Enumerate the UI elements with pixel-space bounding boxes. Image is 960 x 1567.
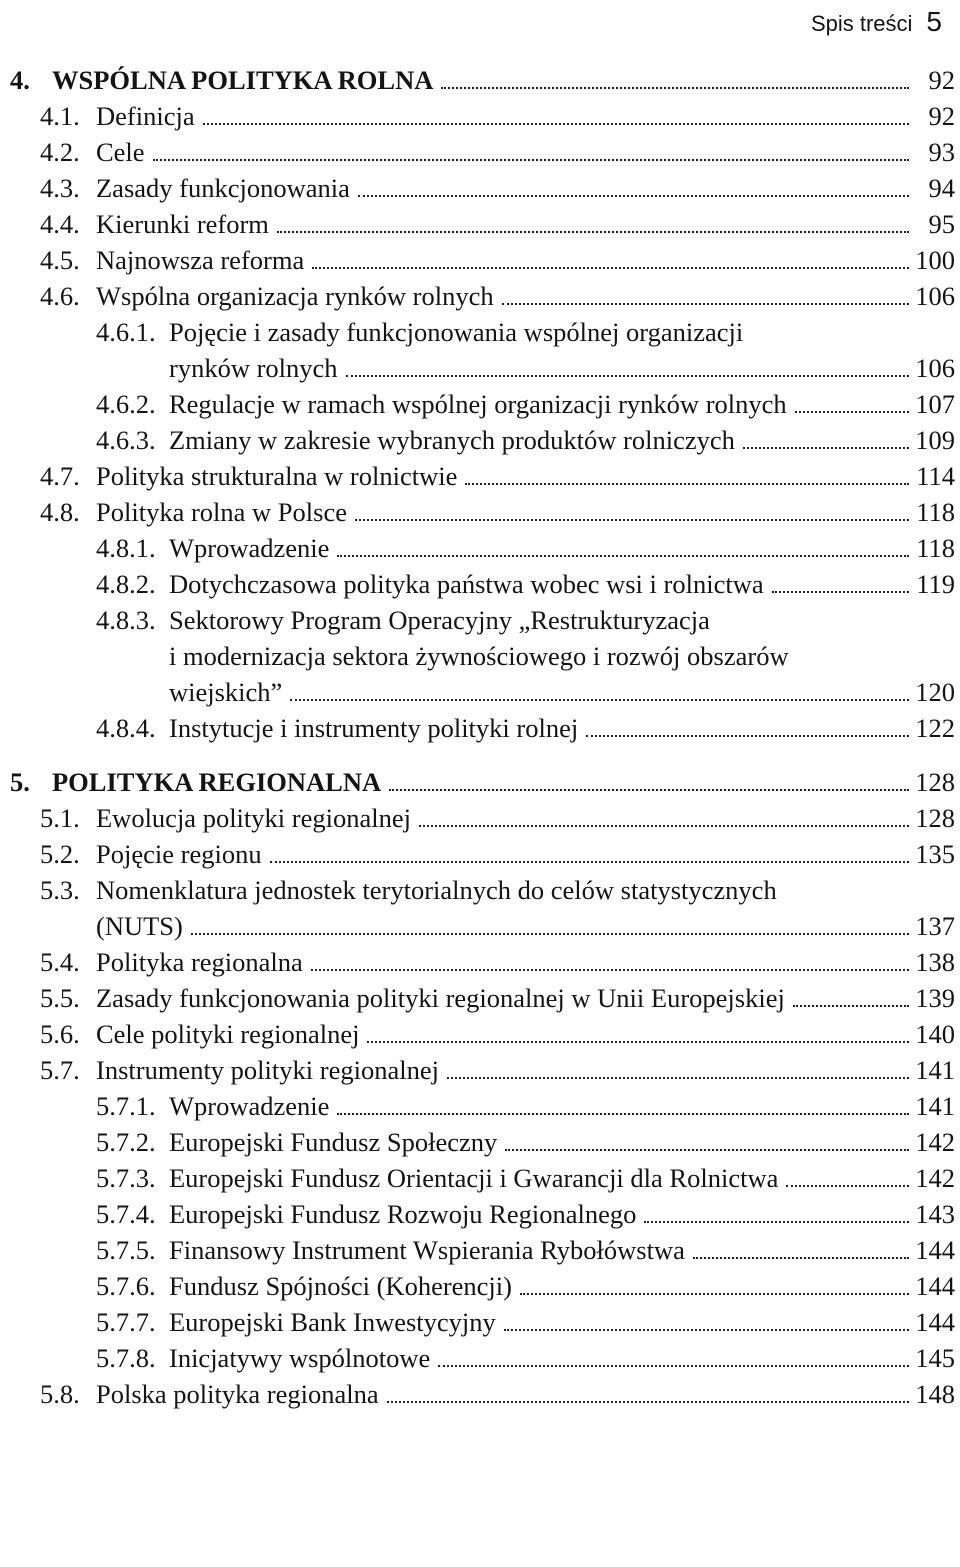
entry-page-number: 142 xyxy=(915,1127,955,1157)
entry-title: Inicjatywy wspólnotowe xyxy=(169,1343,431,1373)
entry-page-number: 144 xyxy=(915,1271,955,1301)
entry-page-number: 122 xyxy=(915,713,955,743)
dot-leader xyxy=(389,789,909,791)
dot-leader xyxy=(441,87,909,89)
entry-number: 4.8.1. xyxy=(96,533,156,563)
entry-page-number: 139 xyxy=(915,983,955,1013)
entry-title: Definicja xyxy=(96,101,195,131)
entry-number: 4.8.4. xyxy=(96,713,156,743)
entry-number: 5.2. xyxy=(40,839,80,869)
toc-entry xyxy=(10,602,955,710)
entry-number: 5.7.1. xyxy=(96,1091,156,1121)
toc-chapter xyxy=(10,62,955,98)
toc-entry xyxy=(10,566,955,602)
toc-entry xyxy=(10,1088,955,1124)
toc-entry xyxy=(10,800,955,836)
entry-title: Sektorowy Program Operacyjny „Restrukturyzacja xyxy=(169,605,710,635)
entry-title: Polska polityka regionalna xyxy=(96,1379,379,1409)
entry-page-number: 118 xyxy=(916,497,955,527)
entry-title: Polityka regionalna xyxy=(96,947,303,977)
entry-title-continued: wiejskich” xyxy=(169,677,283,707)
entry-number: 5.1. xyxy=(40,803,80,833)
page-header xyxy=(811,6,942,38)
entry-page-number: 92 xyxy=(928,65,955,95)
entry-page-number: 143 xyxy=(915,1199,955,1229)
entry-title: Polityka rolna w Polsce xyxy=(96,497,347,527)
entry-page-number: 128 xyxy=(915,803,955,833)
toc-entry xyxy=(10,134,955,170)
entry-page-number: 148 xyxy=(915,1379,955,1409)
entry-page-number: 106 xyxy=(915,281,955,311)
toc-entry xyxy=(10,530,955,566)
entry-title: Europejski Fundusz Społeczny xyxy=(169,1127,498,1157)
entry-title: Europejski Fundusz Orientacji i Gwarancji dla Rolnictwa xyxy=(169,1163,779,1193)
entry-page-number: 92 xyxy=(928,101,955,131)
entry-page-number: 142 xyxy=(915,1163,955,1193)
dot-leader xyxy=(270,861,909,863)
entry-page-number: 109 xyxy=(915,425,955,455)
entry-page-number: 144 xyxy=(915,1307,955,1337)
entry-number: 5.7.6. xyxy=(96,1271,156,1301)
entry-number: 4.4. xyxy=(40,209,80,239)
entry-number: 4.5. xyxy=(40,245,80,275)
entry-title: Nomenklatura jednostek terytorialnych do celów statystycznych xyxy=(96,875,777,905)
entry-title: Cele polityki regionalnej xyxy=(96,1019,360,1049)
dot-leader xyxy=(793,1005,909,1007)
entry-title: Pojęcie i zasady funkcjonowania wspólnej organizacji xyxy=(169,317,744,347)
dot-leader xyxy=(419,825,909,827)
toc-entry xyxy=(10,836,955,872)
toc-chapter xyxy=(10,764,955,800)
dot-leader xyxy=(786,1185,909,1187)
dot-leader xyxy=(367,1041,909,1043)
dot-leader xyxy=(311,969,909,971)
entry-title: Wspólna organizacja rynków rolnych xyxy=(96,281,494,311)
entry-page-number: 119 xyxy=(916,569,955,599)
entry-title: Polityka strukturalna w rolnictwie xyxy=(96,461,458,491)
page-number: 5 xyxy=(926,6,942,37)
dot-leader xyxy=(337,555,909,557)
entry-number: 5.5. xyxy=(40,983,80,1013)
entry-number: 4.2. xyxy=(40,137,80,167)
entry-title: Europejski Bank Inwestycyjny xyxy=(169,1307,496,1337)
entry-page-number: 120 xyxy=(915,677,955,707)
toc-entry xyxy=(10,710,955,746)
dot-leader xyxy=(520,1293,909,1295)
toc-entry xyxy=(10,1268,955,1304)
toc-entry xyxy=(10,206,955,242)
entry-number: 4. xyxy=(10,65,30,95)
entry-page-number: 144 xyxy=(915,1235,955,1265)
toc-entry xyxy=(10,944,955,980)
toc-entry xyxy=(10,494,955,530)
dot-leader xyxy=(504,1329,909,1331)
entry-page-number: 106 xyxy=(915,353,955,383)
entry-page-number: 141 xyxy=(915,1091,955,1121)
dot-leader xyxy=(358,195,909,197)
entry-title: Instrumenty polityki regionalnej xyxy=(96,1055,439,1085)
entry-number: 4.6. xyxy=(40,281,80,311)
entry-title: Ewolucja polityki regionalnej xyxy=(96,803,411,833)
entry-title-continued: i modernizacja sektora żywnościowego i rozwój obszarów xyxy=(169,641,789,671)
entry-page-number: 137 xyxy=(915,911,955,941)
entry-page-number: 135 xyxy=(915,839,955,869)
entry-number: 5.6. xyxy=(40,1019,80,1049)
entry-title: Europejski Fundusz Rozwoju Regionalnego xyxy=(169,1199,637,1229)
dot-leader xyxy=(355,519,909,521)
toc-entry xyxy=(10,98,955,134)
toc-entry xyxy=(10,1016,955,1052)
entry-page-number: 107 xyxy=(915,389,955,419)
entry-title: POLITYKA REGIONALNA xyxy=(52,767,382,797)
entry-number: 5.8. xyxy=(40,1379,80,1409)
toc-entry xyxy=(10,242,955,278)
entry-title: WSPÓLNA POLITYKA ROLNA xyxy=(52,65,434,95)
entry-number: 4.6.3. xyxy=(96,425,156,455)
dot-leader xyxy=(203,123,909,125)
toc-entry xyxy=(10,278,955,314)
dot-leader xyxy=(586,735,909,737)
entry-title: Zmiany w zakresie wybranych produktów rolniczych xyxy=(169,425,735,455)
toc-entry xyxy=(10,314,955,386)
entry-number: 4.1. xyxy=(40,101,80,131)
entry-page-number: 141 xyxy=(915,1055,955,1085)
entry-page-number: 95 xyxy=(928,209,955,239)
entry-number: 4.8. xyxy=(40,497,80,527)
dot-leader xyxy=(277,231,909,233)
entry-number: 5.7.5. xyxy=(96,1235,156,1265)
dot-leader xyxy=(465,483,909,485)
toc-entry xyxy=(10,386,955,422)
entry-number: 4.7. xyxy=(40,461,80,491)
entry-page-number: 114 xyxy=(916,461,955,491)
dot-leader xyxy=(502,303,909,305)
entry-title: Cele xyxy=(96,137,145,167)
entry-title: Wprowadzenie xyxy=(169,533,330,563)
dot-leader xyxy=(337,1113,909,1115)
entry-title: Zasady funkcjonowania xyxy=(96,173,350,203)
dot-leader xyxy=(387,1401,909,1403)
dot-leader xyxy=(153,159,909,161)
dot-leader xyxy=(644,1221,909,1223)
entry-title: Wprowadzenie xyxy=(169,1091,330,1121)
entry-page-number: 128 xyxy=(915,767,955,797)
entry-number: 4.6.1. xyxy=(96,317,156,347)
entry-number: 5.7. xyxy=(40,1055,80,1085)
toc-entry xyxy=(10,872,955,944)
dot-leader xyxy=(438,1365,909,1367)
entry-number: 5.7.4. xyxy=(96,1199,156,1229)
dot-leader xyxy=(693,1257,909,1259)
dot-leader xyxy=(191,933,909,935)
dot-leader xyxy=(772,591,909,593)
entry-number: 5.4. xyxy=(40,947,80,977)
entry-title: Najnowsza reforma xyxy=(96,245,305,275)
entry-page-number: 118 xyxy=(916,533,955,563)
toc-entry xyxy=(10,1340,955,1376)
toc-entry xyxy=(10,1232,955,1268)
dot-leader xyxy=(290,699,909,701)
dot-leader xyxy=(795,411,909,413)
dot-leader xyxy=(743,447,909,449)
entry-title-continued: (NUTS) xyxy=(96,911,183,941)
toc-entry xyxy=(10,1052,955,1088)
running-head: Spis treści xyxy=(810,11,913,36)
entry-title: Pojęcie regionu xyxy=(96,839,262,869)
entry-title: Finansowy Instrument Wspierania Rybołówstwa xyxy=(169,1235,685,1265)
entry-number: 5.7.7. xyxy=(96,1307,156,1337)
toc-entry xyxy=(10,422,955,458)
entry-title-continued: rynków rolnych xyxy=(169,353,338,383)
table-of-contents xyxy=(10,62,955,1412)
entry-title: Fundusz Spójności (Koherencji) xyxy=(169,1271,512,1301)
entry-number: 5.7.8. xyxy=(96,1343,156,1373)
entry-number: 4.6.2. xyxy=(96,389,156,419)
entry-page-number: 145 xyxy=(915,1343,955,1373)
toc-entry xyxy=(10,1196,955,1232)
toc-entry xyxy=(10,1160,955,1196)
entry-number: 4.8.2. xyxy=(96,569,156,599)
toc-entry xyxy=(10,1376,955,1412)
entry-number: 5.7.3. xyxy=(96,1163,156,1193)
entry-page-number: 93 xyxy=(928,137,955,167)
toc-entry xyxy=(10,980,955,1016)
entry-page-number: 140 xyxy=(915,1019,955,1049)
entry-number: 5.3. xyxy=(40,875,80,905)
dot-leader xyxy=(447,1077,909,1079)
entry-title: Instytucje i instrumenty polityki rolnej xyxy=(169,713,579,743)
toc-entry xyxy=(10,1304,955,1340)
entry-page-number: 100 xyxy=(915,245,955,275)
entry-title: Regulacje w ramach wspólnej organizacji rynków rolnych xyxy=(169,389,787,419)
entry-number: 5.7.2. xyxy=(96,1127,156,1157)
entry-title: Kierunki reform xyxy=(96,209,269,239)
toc-entry xyxy=(10,1124,955,1160)
toc-entry xyxy=(10,458,955,494)
entry-number: 5. xyxy=(10,767,30,797)
entry-number: 4.3. xyxy=(40,173,80,203)
entry-page-number: 138 xyxy=(915,947,955,977)
entry-title: Dotychczasowa polityka państwa wobec wsi i rolnictwa xyxy=(169,569,764,599)
toc-entry xyxy=(10,170,955,206)
dot-leader xyxy=(312,267,909,269)
entry-title: Zasady funkcjonowania polityki regionalnej w Unii Europejskiej xyxy=(96,983,785,1013)
dot-leader xyxy=(505,1149,909,1151)
entry-page-number: 94 xyxy=(928,173,955,203)
dot-leader xyxy=(346,375,909,377)
entry-number: 4.8.3. xyxy=(96,605,156,635)
